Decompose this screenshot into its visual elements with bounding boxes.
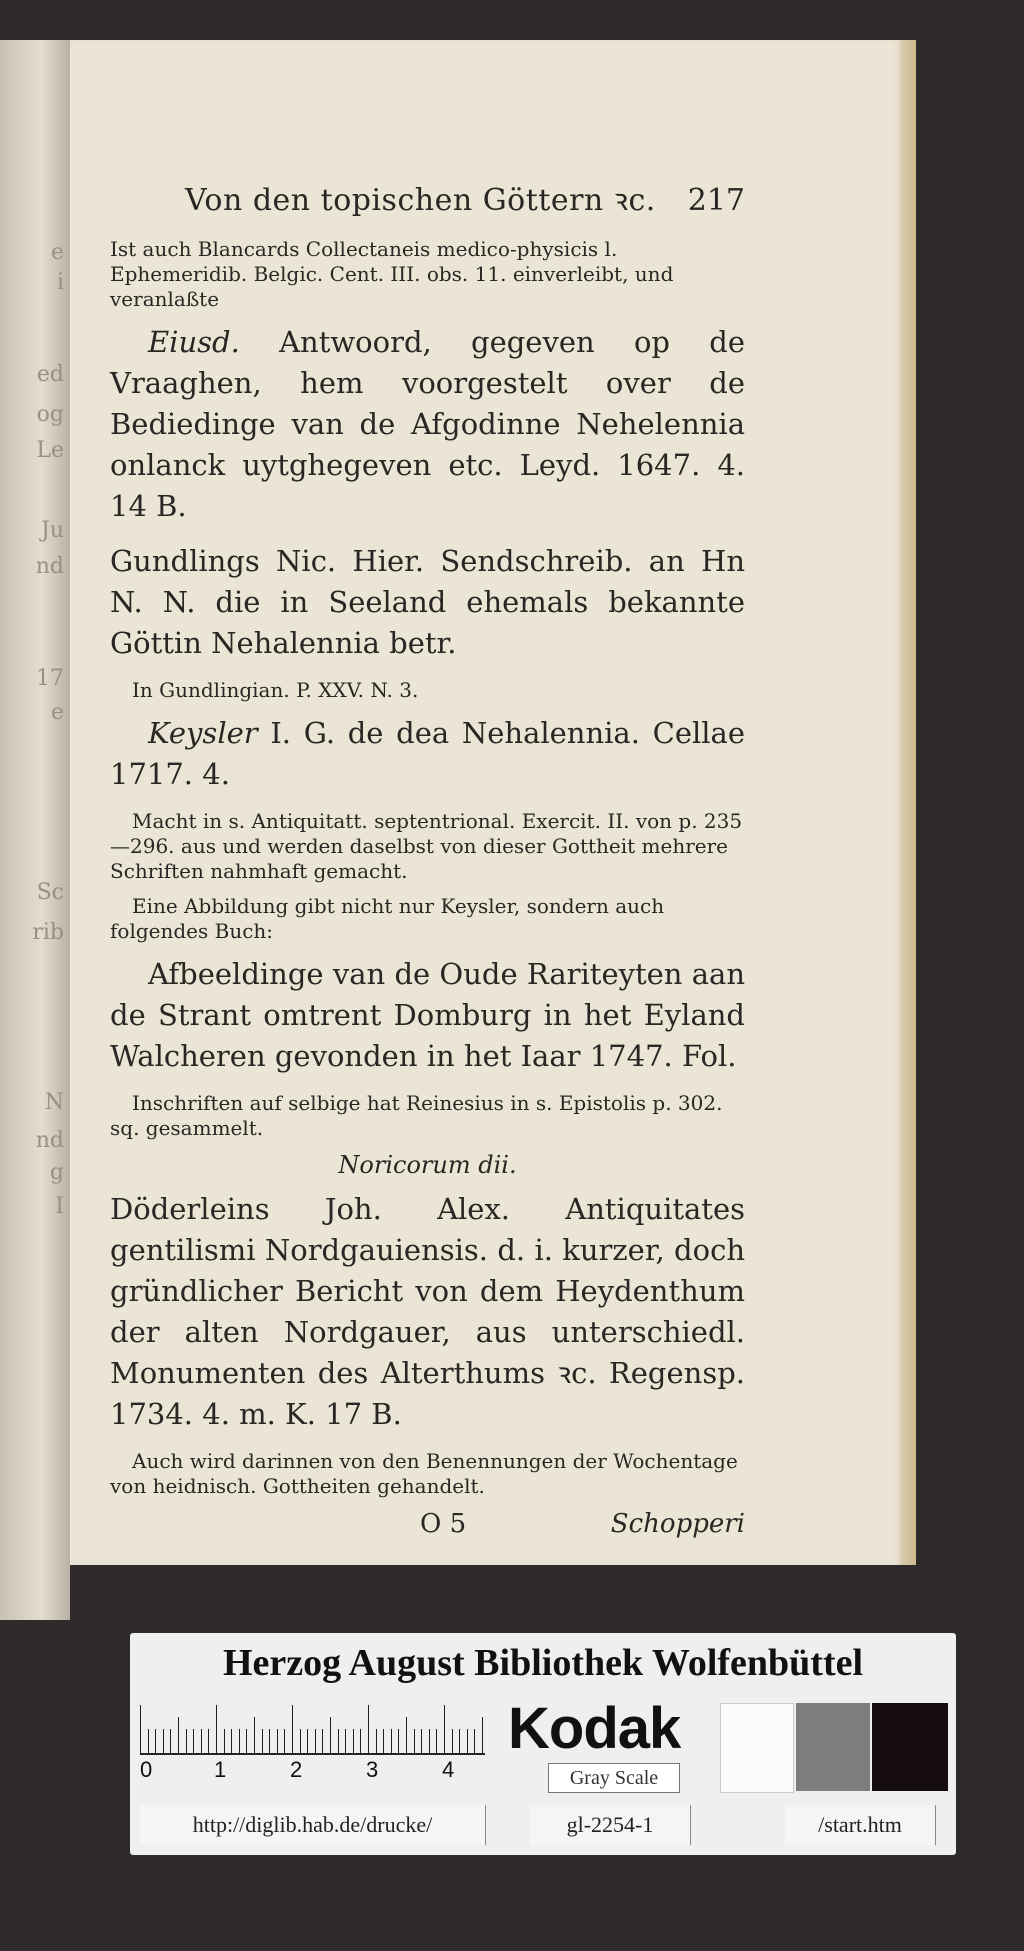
- paragraph: Macht in s. Antiquitatt. septentrional. Exercit. II. von p. 235—296. aus und werden daselbst von dieser Gottheit mehrere Schriften nahmhaft gemacht.: [110, 809, 743, 883]
- ruler-number: 3: [366, 1757, 379, 1782]
- facing-page-fragment: og: [36, 402, 64, 427]
- ruler-tick: [262, 1729, 263, 1753]
- ruler-tick: [239, 1729, 240, 1753]
- paragraph: [110, 322, 745, 527]
- facing-page-fragment: e: [50, 700, 64, 725]
- facing-page-fragment: i: [56, 270, 64, 295]
- ruler-tick: [224, 1729, 225, 1753]
- ruler-tick: [186, 1729, 187, 1753]
- paragraph: Afbeeldinge van de Oude Rariteyten aan de Strant omtrent Domburg in het Eyland Walcheren gevonden in het Iaar 1747. Fol.: [110, 957, 745, 1073]
- ruler-tick: [452, 1729, 453, 1753]
- ruler-tick: [208, 1729, 209, 1753]
- facing-page-edge: [0, 40, 70, 1620]
- ruler-scale: [140, 1703, 485, 1755]
- paragraph-text: Antwoord, gegeven op de Vraaghen, hem voorgestelt over de Bediedinge van de Afgodinne Nehelennia onlanck uytghegeven etc. Leyd. 1647. 4. 14 B.: [110, 325, 745, 523]
- ruler-tick: [345, 1729, 346, 1753]
- author-name: Keysler: [148, 716, 258, 750]
- paragraph-text: I. G. de dea Nehalennia. Cellae 1717. 4.: [110, 716, 745, 791]
- ruler-tick: [383, 1729, 384, 1753]
- page-text: [110, 178, 745, 1539]
- kodak-logo: Kodak: [508, 1696, 681, 1761]
- ruler-tick: [376, 1729, 377, 1753]
- shelfmark: gl-2254-1: [530, 1805, 691, 1845]
- facing-page-fragment: ed: [36, 362, 64, 387]
- gray-swatch: [796, 1703, 870, 1791]
- ruler-tick: [155, 1729, 156, 1753]
- url-suffix: /start.htm: [785, 1805, 936, 1845]
- paragraph: [110, 713, 745, 795]
- page-footer: [110, 1509, 745, 1539]
- gray-scale-label: Gray Scale: [548, 1763, 680, 1793]
- library-name: Herzog August Bibliothek Wolfenbüttel: [222, 1642, 864, 1684]
- ruler-tick: [444, 1705, 445, 1753]
- running-title: Von den topischen Göttern ꝛc.: [185, 183, 656, 218]
- ruler-number: 4: [442, 1757, 455, 1782]
- paragraph: Eine Abbildung gibt nicht nur Keysler, sondern auch folgendes Buch:: [110, 894, 665, 943]
- color-target-card: [130, 1633, 956, 1855]
- ruler-tick: [315, 1729, 316, 1753]
- ruler-tick: [391, 1729, 392, 1753]
- facing-page-fragment: Sc: [36, 880, 64, 905]
- ruler-tick: [269, 1729, 270, 1753]
- ruler-tick: [246, 1729, 247, 1753]
- ruler-number: 0: [140, 1757, 153, 1782]
- ruler-tick: [193, 1729, 194, 1753]
- ruler-tick: [429, 1729, 430, 1753]
- facing-page-fragment: Le: [36, 438, 64, 463]
- ruler-tick: [254, 1717, 255, 1753]
- ruler-tick: [398, 1729, 399, 1753]
- paragraph: Ist auch Blancards Collectaneis medico-physicis l. Ephemeridib. Belgic. Cent. III. obs. 11. einverleibt, und veranlaßte: [110, 237, 674, 311]
- ruler-number: 1: [214, 1757, 227, 1782]
- author-name: Eiusd.: [148, 325, 240, 359]
- ruler-tick: [482, 1717, 483, 1753]
- running-header: [185, 178, 745, 219]
- ruler-tick: [178, 1717, 179, 1753]
- facing-page-fragment: g: [49, 1160, 64, 1185]
- ruler-tick: [459, 1729, 460, 1753]
- section-heading: Noricorum dii.: [338, 1151, 517, 1179]
- facing-page-fragment: nd: [35, 1128, 64, 1153]
- paragraph: In Gundlingian. P. XXV. N. 3.: [132, 678, 419, 702]
- ruler-tick: [148, 1729, 149, 1753]
- ruler-tick: [163, 1729, 164, 1753]
- ruler-tick: [140, 1705, 141, 1753]
- paragraph: Auch wird darinnen von den Benennungen der Wochentage von heidnisch. Gottheiten gehandelt.: [110, 1449, 738, 1498]
- ruler-tick: [436, 1729, 437, 1753]
- ruler-tick: [338, 1729, 339, 1753]
- ruler-tick: [322, 1729, 323, 1753]
- facing-page-fragment: N: [44, 1090, 64, 1115]
- facing-page-fragment: I: [55, 1194, 64, 1219]
- ruler-tick: [330, 1717, 331, 1753]
- ruler-tick: [201, 1729, 202, 1753]
- ruler-tick: [353, 1729, 354, 1753]
- ruler-tick: [300, 1729, 301, 1753]
- ruler-tick: [421, 1729, 422, 1753]
- paragraph: Döderleins Joh. Alex. Antiquitates gentilismi Nordgauiensis. d. i. kurzer, doch gründlicher Bericht von dem Heydenthum der alten Nordgauer, aus unterschiedl. Monumenten des Alterthums ꝛc. Regensp. 1734. 4. m. K. 17 B.: [110, 1192, 745, 1431]
- page-edge: [900, 40, 916, 1565]
- facing-page-fragment: 17: [36, 666, 64, 691]
- ruler-tick: [284, 1729, 285, 1753]
- ruler-tick: [292, 1705, 293, 1753]
- ruler-tick: [360, 1729, 361, 1753]
- ruler-tick: [474, 1729, 475, 1753]
- ruler-tick: [277, 1729, 278, 1753]
- ruler-numbers: [140, 1757, 485, 1781]
- paragraph: Inschriften auf selbige hat Reinesius in s. Epistolis p. 302. sq. gesammelt.: [110, 1091, 723, 1140]
- url-base: http://diglib.hab.de/drucke/: [140, 1805, 486, 1845]
- ruler-tick: [467, 1729, 468, 1753]
- ruler-tick: [414, 1729, 415, 1753]
- facing-page-fragment: nd: [35, 554, 64, 579]
- white-swatch: [720, 1703, 794, 1793]
- ruler-tick: [170, 1729, 171, 1753]
- facing-page-fragment: Ju: [41, 518, 64, 543]
- ruler-number: 2: [290, 1757, 303, 1782]
- ruler-tick: [216, 1705, 217, 1753]
- paragraph: Gundlings Nic. Hier. Sendschreib. an Hn N. N. die in Seeland ehemals bekannte Göttin Nehalennia betr.: [110, 544, 745, 660]
- ruler-tick: [368, 1705, 369, 1753]
- black-swatch: [872, 1703, 948, 1791]
- ruler-tick: [406, 1717, 407, 1753]
- signature-mark: O 5: [420, 1509, 467, 1539]
- page-number: 217: [687, 183, 745, 218]
- ruler-tick: [231, 1729, 232, 1753]
- catchword: Schopperi: [610, 1509, 745, 1539]
- facing-page-fragment: rib: [32, 920, 64, 945]
- ruler-tick: [307, 1729, 308, 1753]
- facing-page-fragment: e: [50, 240, 64, 265]
